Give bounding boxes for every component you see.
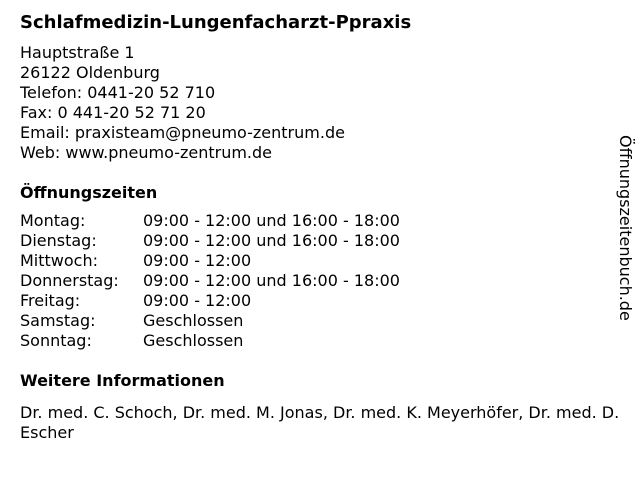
day-label: Samstag: — [20, 311, 96, 330]
time-value: 09:00 - 12:00 und 16:00 - 18:00 — [143, 271, 400, 290]
address-block — [20, 43, 610, 163]
day-label: Sonntag: — [20, 331, 92, 350]
day-label: Montag: — [20, 211, 86, 230]
doctors-text: Dr. med. C. Schoch, Dr. med. M. Jonas, Dr. med. K. Meyerhöfer, Dr. med. D. Escher — [20, 403, 620, 442]
day-label: Dienstag: — [20, 231, 97, 250]
time-value: Geschlossen — [143, 331, 244, 350]
practice-card — [20, 10, 620, 443]
street-text: Hauptstraße 1 — [20, 43, 135, 62]
time-value: 09:00 - 12:00 und 16:00 - 18:00 — [143, 231, 400, 250]
day-label: Donnerstag: — [20, 271, 119, 290]
email-text: Email: praxisteam@pneumo-zentrum.de — [20, 123, 345, 142]
hours-table — [20, 211, 610, 351]
time-value: 09:00 - 12:00 — [143, 251, 252, 270]
phone-text: Telefon: 0441-20 52 710 — [20, 83, 216, 102]
day-label: Freitag: — [20, 291, 81, 310]
city-text: 26122 Oldenburg — [20, 63, 160, 82]
info-heading: Weitere Informationen — [20, 371, 225, 390]
time-value: 09:00 - 12:00 und 16:00 - 18:00 — [143, 211, 400, 230]
hours-row-sunday — [20, 331, 610, 351]
hours-row-tuesday — [20, 231, 610, 251]
web-text: Web: www.pneumo-zentrum.de — [20, 143, 273, 162]
hours-row-monday — [20, 211, 610, 231]
day-label: Mittwoch: — [20, 251, 98, 270]
hours-heading: Öffnungszeiten — [20, 183, 158, 202]
hours-row-saturday — [20, 311, 610, 331]
hours-row-thursday — [20, 271, 610, 291]
hours-row-friday — [20, 291, 610, 311]
fax-text: Fax: 0 441-20 52 71 20 — [20, 103, 206, 122]
hours-row-wednesday — [20, 251, 610, 271]
time-value: Geschlossen — [143, 311, 244, 330]
page-title: Schlafmedizin-Lungenfacharzt-Ppraxis — [20, 12, 412, 33]
side-watermark-text: Öffnungszeitenbuch.de — [616, 135, 635, 321]
time-value: 09:00 - 12:00 — [143, 291, 252, 310]
